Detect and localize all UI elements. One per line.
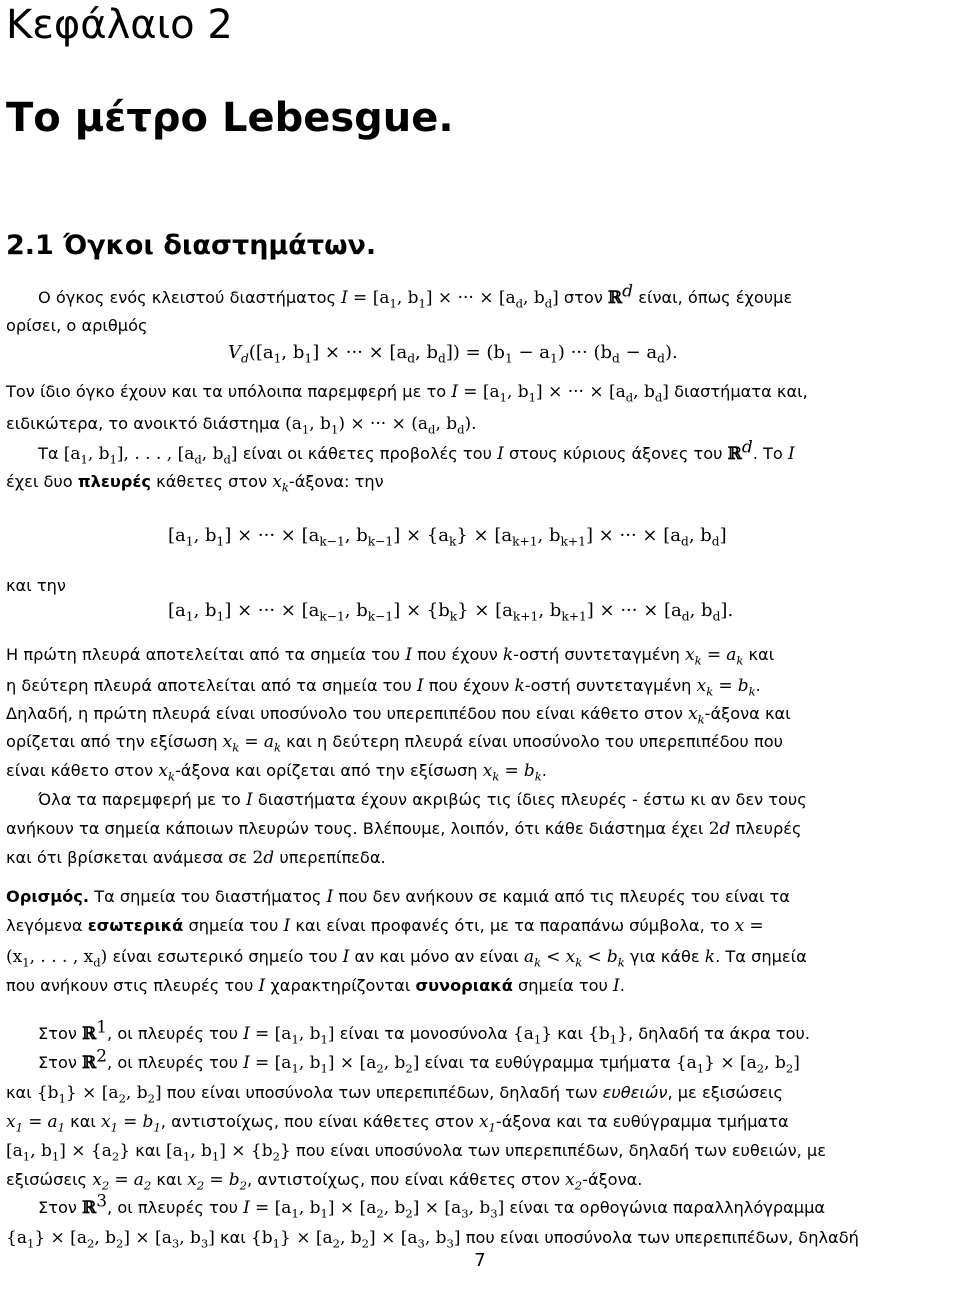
- paragraph-line: έχει δυο πλευρές κάθετες στον $x_k$-άξονα: την: [6, 472, 384, 495]
- term-sides: πλευρές: [77, 472, 151, 491]
- paragraph-line: Στον ℝ$^3$, οι πλευρές του $I = [a_1$, $b_1] \times [a_2$, $b_2] \times [a_3$, $b_3$] είναι τα ορθογώνια παραλληλόγραμμα: [38, 1191, 826, 1221]
- paragraph-line: [$a_1$, $b_1] \times \{a_2\}$ και [$a_1$, $b_1] \times \{b_2\}$ που είναι υποσύνολα των υπερεπιπέδων, δηλαδή των ευθειών, με: [6, 1141, 826, 1164]
- paragraph-line: Δηλαδή, η πρώτη πλευρά είναι υποσύνολο του υπερεπιπέδου που είναι κάθετο στον $x_k$-άξονα και: [6, 704, 791, 727]
- paragraph-line: Ορισμός. Τα σημεία του διαστήματος I που δεν ανήκουν σε καμιά από τις πλευρές του είναι τα: [6, 887, 790, 907]
- paragraph-line: Ο όγκος ενός κλειστού διαστήματος $I = [a_1$, $b_1$] × ··· × [$a_d$, $b_d$] στον ℝ$^d$ είναι, όπως έχουμε: [38, 281, 793, 311]
- paragraph-line: Τα [$a_1$, $b_1$], . . . , [$a_d$, $b_d$] είναι οι κάθετες προβολές του I στους κύριους άξονες του ℝ$^d$. Το I: [38, 437, 795, 467]
- display-equation: [$a_1$, $b_1$] × ··· × [$a_{k-1}$, $b_{k-1}] \times \{a_k\} \times [a_{k+1}$, $b_{k+1}$] × ··· × [$a_d$, $b_d$]: [168, 525, 727, 549]
- term-interior: εσωτερικά: [87, 916, 184, 935]
- chapter-heading: Κεφάλαιο 2: [6, 2, 233, 48]
- paragraph-line: που ανήκουν στις πλευρές του I χαρακτηρίζονται συνοριακά σημεία του I.: [6, 976, 625, 996]
- paragraph-line: ορίζεται από την εξίσωση $x_k = a_k$ και η δεύτερη πλευρά είναι υποσύνολο του υπερεπιπέδου που: [6, 732, 783, 755]
- paragraph-line: Η πρώτη πλευρά αποτελείται από τα σημεία του I που έχουν k-οστή συντεταγμένη $x_k = a_k$ και: [6, 645, 775, 668]
- paragraph-line: είναι κάθετο στον $x_k$-άξονα και ορίζεται από την εξίσωση $x_k = b_k$.: [6, 761, 547, 784]
- chapter-title: Το μέτρο Lebesgue.: [6, 95, 454, 141]
- paragraph-line: ανήκουν τα σημεία κάποιων πλευρών τους. Βλέπουμε, λοιπόν, ότι κάθε διάστημα έχει 2d πλευρές: [6, 819, 802, 839]
- display-equation: [$a_1$, $b_1$] × ··· × [$a_{k-1}$, $b_{k-1}] \times \{b_k\} \times [a_{k+1}$, $b_{k+1}$] × ··· × [$a_d$, $b_d$].: [168, 600, 734, 624]
- section-heading: 2.1 Όγκοι διαστημάτων.: [6, 230, 377, 261]
- paragraph-line: Τον ίδιο όγκο έχουν και τα υπόλοιπα παρεμφερή με το $I = [a_1$, $b_1$] × ··· × [$a_d$, $b_d$] διαστήματα και,: [6, 382, 808, 405]
- paragraph-line: Στον ℝ$^2$, οι πλευρές του $I = [a_1$, $b_1] \times [a_2$, $b_2$] είναι τα ευθύγραμμα τμήματα $\{a_1\} \times [a_2$, $b_2$]: [38, 1046, 800, 1076]
- paragraph-line: ορίσει, ο αριθμός: [6, 316, 148, 335]
- paragraph-line: και ότι βρίσκεται ανάμεσα σε 2d υπερεπίπεδα.: [6, 848, 386, 868]
- paragraph-line: ειδικώτερα, το ανοικτό διάστημα ($a_1$, $b_1$) × ··· × ($a_d$, $b_d$).: [6, 414, 477, 437]
- paragraph-line: $\{a_1\} \times [a_2$, $b_2] \times [a_3$, $b_3$] και $\{b_1\} \times [a_2$, $b_2] \times [a_3$, $b_3$] που είναι υποσύνολα των υπερεπιπέδων, δηλαδή: [6, 1228, 859, 1251]
- display-equation: $V_d([a_1$, $b_1$] × ··· × [$a_d$, $b_d]) = (b_1 - a_1)$ ··· $(b_d - a_d)$.: [228, 342, 678, 366]
- paragraph-line: Όλα τα παρεμφερή με το I διαστήματα έχουν ακριβώς τις ίδιες πλευρές - έστω κι αν δεν τους: [38, 790, 807, 810]
- paragraph-line: λεγόμενα εσωτερικά σημεία του I και είναι προφανές ότι, με τα παραπάνω σύμβολα, το x =: [6, 916, 764, 936]
- paragraph-line: εξισώσεις $x_2 = a_2$ και $x_2 = b_2$, αντιστοίχως, που είναι κάθετες στον $x_2$-άξονα.: [6, 1170, 643, 1193]
- paragraph-line: ($x_1$, . . . , $x_d$) είναι εσωτερικό σημείο του I αν και μόνο αν είναι $a_k < x_k < b_k$ για κάθε k. Τα σημεία: [6, 947, 807, 970]
- paragraph-line: Στον ℝ$^1$, οι πλευρές του $I = [a_1$, $b_1$] είναι τα μονοσύνολα $\{a_1\}$ και $\{b_1\}$, δηλαδή τα άκρα του.: [38, 1017, 811, 1047]
- paragraph-line: και $\{b_1\} \times [a_2$, $b_2$] που είναι υποσύνολα των υπερεπιπέδων, δηλαδή των ευθειών, με εξισώσεις: [6, 1083, 784, 1106]
- paragraph-line: $x_1 = a_1$ και $x_1 = b_1$, αντιστοίχως, που είναι κάθετες στον $x_1$-άξονα και τα ευθύγραμμα τμήματα: [6, 1112, 789, 1135]
- page-number: 7: [474, 1250, 486, 1271]
- term-boundary: συνοριακά: [415, 976, 513, 995]
- paragraph-line: και την: [6, 576, 66, 595]
- paragraph-line: η δεύτερη πλευρά αποτελείται από τα σημεία του I που έχουν k-οστή συντεταγμένη $x_k = b_k$.: [6, 676, 761, 699]
- definition-label: Ορισμός.: [6, 887, 90, 906]
